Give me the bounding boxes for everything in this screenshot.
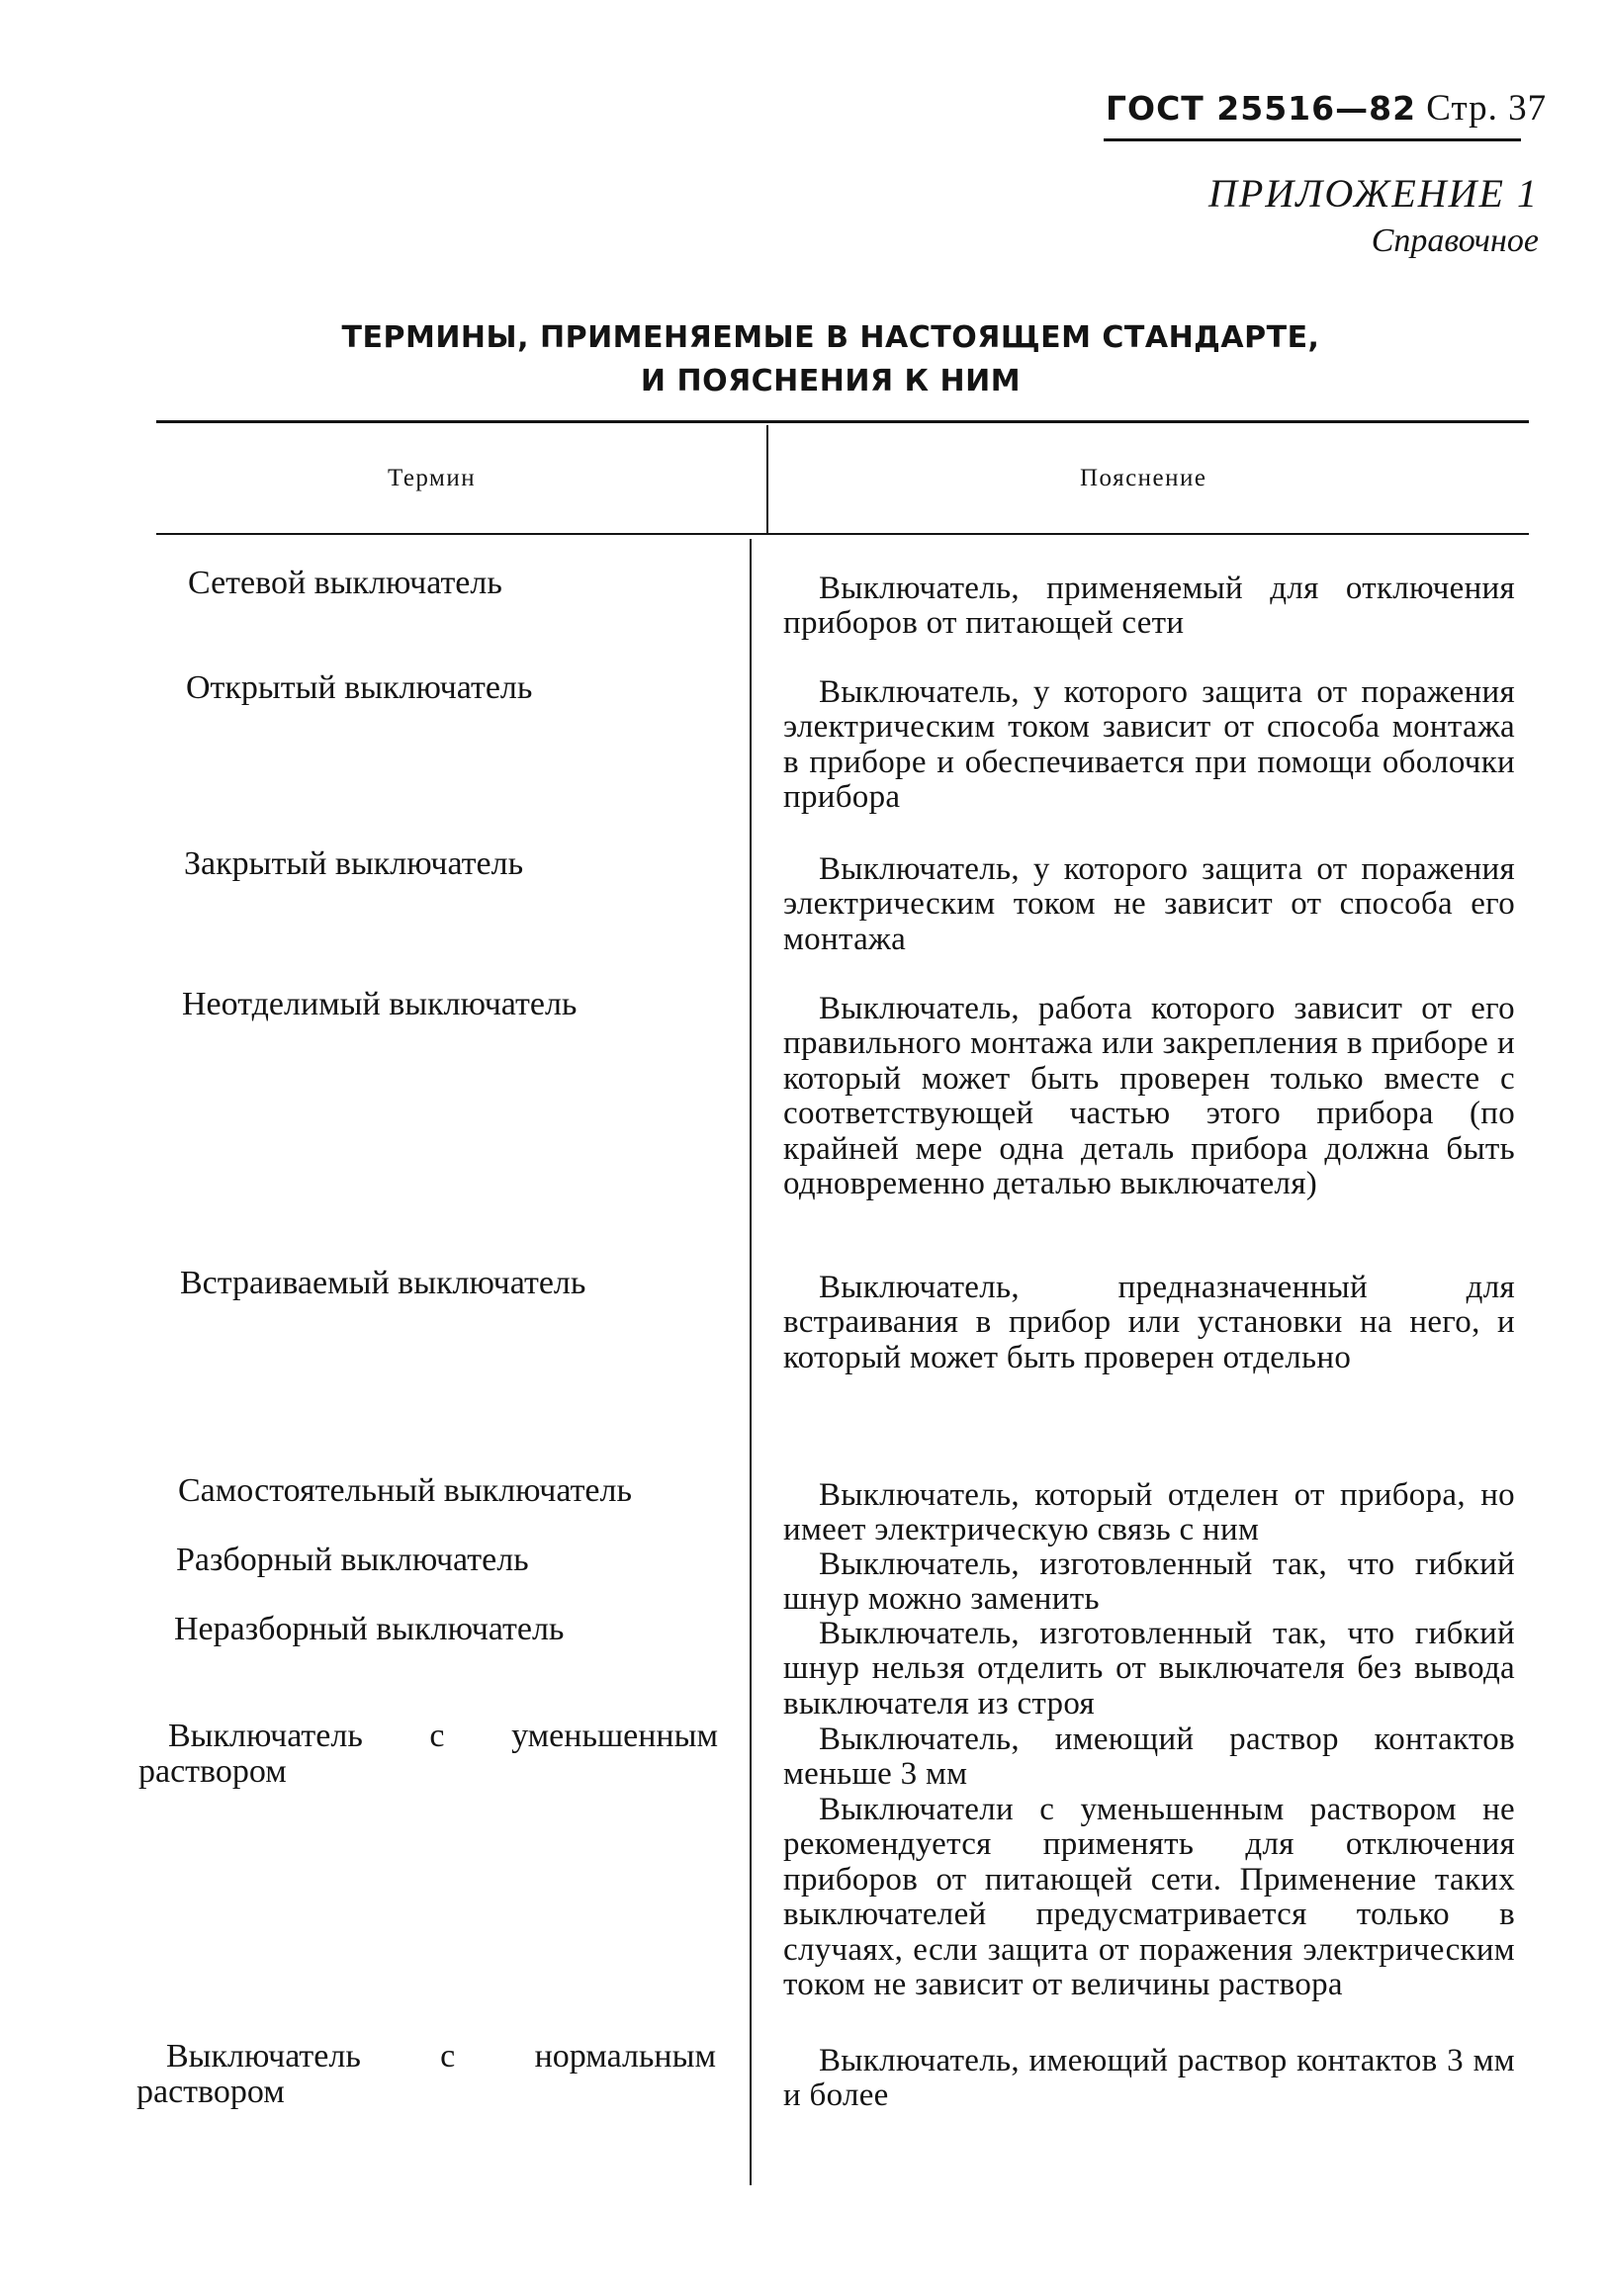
appendix-title: ПРИЛОЖЕНИЕ 1 <box>1208 171 1539 216</box>
column-header-term: Термин <box>388 465 477 491</box>
table-row-explanation: Выключатель, у которого защита от поражения электрическим током зависит от способа монтажа в приборе и обеспечивается при помощи оболочки прибора <box>783 674 1515 816</box>
table-row-note: Выключатели с уменьшенным раствором не рекомендуется применять для отключения приборов от питающей сети. Применение таких выключателей предусматривается только в случаях, если защита от поражения электрическим током не зависит от величины раствора <box>783 1792 1515 2003</box>
column-header-explanation: Пояснение <box>1080 465 1207 491</box>
table-header-rule <box>156 533 1529 535</box>
table-row-term: Сетевой выключатель <box>188 565 502 601</box>
table-row-explanation: Выключатель, изготовленный так, что гибкий шнур нельзя отделить от выключателя без вывода выключателя из строя <box>783 1616 1515 1722</box>
table-row-explanation: Выключатель, который отделен от прибора, но имеет электрическую связь с ним <box>783 1477 1515 1548</box>
page-header <box>1106 87 1548 130</box>
appendix-subtitle: Справочное <box>1371 222 1539 259</box>
table-row-term: Самостоятельный выключатель <box>178 1472 632 1509</box>
table-row-explanation: Выключатель, имеющий раствор контактов 3 мм и более <box>783 2043 1515 2114</box>
table-row-term: Выключатель с нормальным раствором <box>136 2038 716 2110</box>
header-column-separator <box>766 425 768 534</box>
page-number: Стр. 37 <box>1426 88 1548 129</box>
table-row-explanation: Выключатель, применяемый для отключения приборов от питающей сети <box>783 571 1515 642</box>
table-row-term: Выключатель с уменьшенным раствором <box>138 1718 718 1790</box>
table-top-rule <box>156 420 1529 423</box>
document-title-line-1: ТЕРМИНЫ, ПРИМЕНЯЕМЫЕ В НАСТОЯЩЕМ СТАНДАРТЕ, <box>341 320 1320 355</box>
table-row-explanation: Выключатель, изготовленный так, что гибкий шнур можно заменить <box>783 1546 1515 1618</box>
document-title-line-2: И ПОЯСНЕНИЯ К НИМ <box>640 364 1022 398</box>
table-row-explanation: Выключатель, работа которого зависит от его правильного монтажа или закрепления в приборе и который может быть проверен только вместе с соответствующей частью этого прибора (по крайней мере одна деталь прибора должна быть одновременно деталью выключателя) <box>783 991 1515 1202</box>
table-row-explanation: Выключатель, предназначенный для встраивания в прибор или установки на него, и который может быть проверен отдельно <box>783 1270 1515 1375</box>
table-row-term: Неразборный выключатель <box>174 1611 565 1647</box>
table-row-term: Закрытый выключатель <box>184 845 524 882</box>
table-row-term: Открытый выключатель <box>186 669 533 706</box>
table-row-term: Разборный выключатель <box>176 1542 529 1578</box>
appendix-label <box>1088 170 1539 260</box>
table-row-term: Неотделимый выключатель <box>182 986 578 1022</box>
header-rule <box>1104 138 1521 141</box>
document-title <box>148 316 1513 403</box>
body-column-separator <box>750 539 752 2185</box>
table-row-explanation: Выключатель, имеющий раствор контактов меньше 3 мм <box>783 1722 1515 1793</box>
standard-code: ГОСТ 25516—82 <box>1106 89 1417 128</box>
table-row-explanation: Выключатель, у которого защита от поражения электрическим током не зависит от способа его монтажа <box>783 851 1515 957</box>
table-row-term: Встраиваемый выключатель <box>180 1265 586 1301</box>
